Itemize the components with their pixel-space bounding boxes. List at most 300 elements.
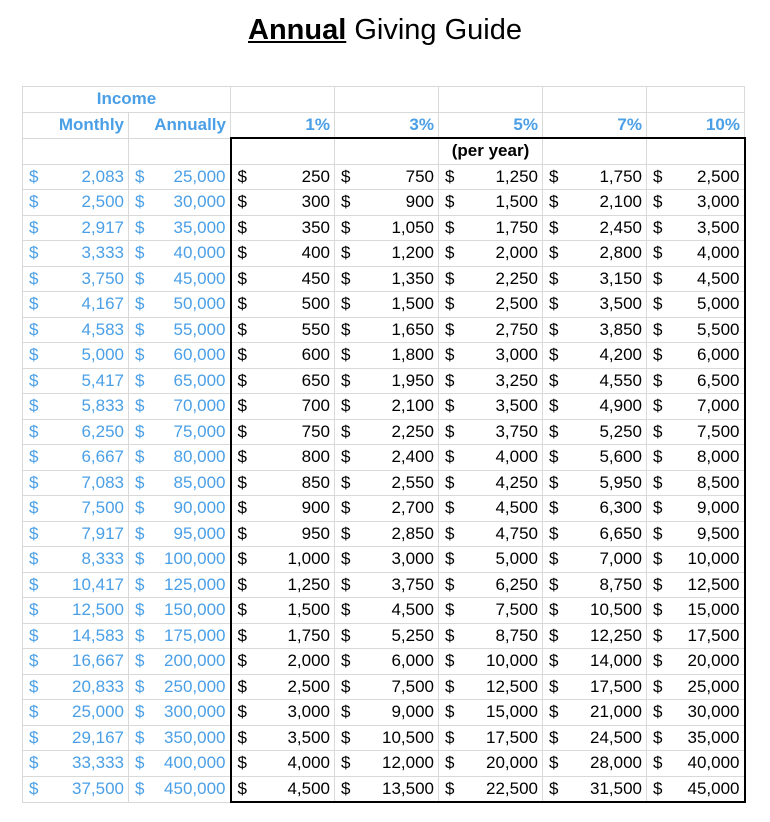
annually-cell [129, 215, 231, 241]
monthly-cell [23, 215, 129, 241]
annually-cell-value: 80,000 [173, 447, 226, 467]
currency-symbol: $ [135, 370, 145, 390]
currency-symbol: $ [135, 447, 145, 467]
giving-cell-3pct [335, 776, 439, 802]
currency-symbol: $ [237, 370, 247, 390]
giving-cell-10pct [647, 521, 745, 547]
giving-cell-5pct [439, 547, 543, 573]
annually-cell-value: 60,000 [173, 345, 226, 365]
annually-cell-value: 200,000 [164, 651, 226, 671]
percent-header-1: 1% [231, 112, 335, 138]
currency-symbol: $ [445, 549, 455, 569]
currency-symbol: $ [549, 549, 559, 569]
giving-cell-5pct-value: 4,500 [495, 498, 538, 518]
currency-symbol: $ [341, 268, 351, 288]
table-row [23, 292, 745, 318]
currency-symbol: $ [237, 574, 247, 594]
giving-cell-10pct-value: 3,500 [696, 217, 740, 237]
giving-cell-10pct-value: 5,000 [696, 294, 740, 314]
annually-cell [129, 776, 231, 802]
currency-symbol: $ [135, 523, 145, 543]
currency-symbol: $ [29, 779, 39, 798]
currency-symbol: $ [549, 727, 559, 747]
giving-cell-5pct [439, 292, 543, 318]
giving-cell-3pct-value: 2,700 [391, 498, 434, 518]
giving-cell-3pct-value: 2,250 [391, 421, 434, 441]
currency-symbol: $ [549, 600, 559, 620]
currency-symbol: $ [29, 192, 39, 212]
annually-cell-value: 175,000 [164, 625, 226, 645]
currency-symbol: $ [237, 192, 247, 212]
annually-cell [129, 419, 231, 445]
giving-cell-5pct [439, 623, 543, 649]
giving-cell-3pct-value: 1,650 [391, 319, 434, 339]
giving-cell-5pct [439, 241, 543, 267]
giving-cell-1pct [231, 419, 335, 445]
giving-cell-7pct [543, 343, 647, 369]
title-bold: Annual [248, 14, 347, 46]
currency-symbol: $ [237, 421, 247, 441]
giving-cell-1pct-value: 1,000 [287, 549, 330, 569]
giving-cell-7pct-value: 6,300 [599, 498, 642, 518]
currency-symbol: $ [549, 217, 559, 237]
monthly-cell-value: 2,917 [81, 217, 124, 237]
per-year-label: (per year) [439, 138, 543, 164]
currency-symbol: $ [29, 472, 39, 492]
currency-symbol: $ [445, 600, 455, 620]
giving-cell-3pct-value: 6,000 [391, 651, 434, 671]
currency-symbol: $ [29, 574, 39, 594]
currency-symbol: $ [29, 447, 39, 467]
giving-cell-7pct-value: 10,500 [590, 600, 642, 620]
currency-symbol: $ [653, 396, 663, 416]
annually-cell-value: 55,000 [173, 319, 226, 339]
giving-cell-5pct-value: 2,500 [495, 294, 538, 314]
giving-cell-1pct-value: 4,000 [287, 753, 330, 773]
currency-symbol: $ [135, 549, 145, 569]
monthly-cell-value: 5,833 [81, 396, 124, 416]
currency-symbol: $ [549, 574, 559, 594]
monthly-cell [23, 496, 129, 522]
monthly-cell [23, 776, 129, 802]
table-row [23, 547, 745, 573]
giving-cell-1pct [231, 725, 335, 751]
monthly-cell-value: 6,667 [81, 447, 124, 467]
monthly-cell [23, 292, 129, 318]
giving-cell-5pct [439, 445, 543, 471]
currency-symbol: $ [135, 727, 145, 747]
currency-symbol: $ [135, 192, 145, 212]
giving-cell-10pct [647, 700, 745, 726]
giving-cell-1pct-value: 250 [301, 166, 330, 186]
table-row [23, 725, 745, 751]
giving-cell-1pct-value: 3,500 [287, 727, 330, 747]
currency-symbol: $ [29, 319, 39, 339]
currency-symbol: $ [653, 549, 663, 569]
monthly-cell [23, 317, 129, 343]
currency-symbol: $ [135, 166, 145, 186]
giving-cell-10pct-value: 30,000 [687, 702, 740, 722]
giving-cell-5pct-value: 2,250 [495, 268, 538, 288]
monthly-cell-value: 14,583 [72, 625, 124, 645]
giving-cell-7pct-value: 1,750 [599, 166, 642, 186]
monthly-cell [23, 521, 129, 547]
currency-symbol: $ [341, 421, 351, 441]
annually-cell [129, 674, 231, 700]
annually-cell-value: 450,000 [164, 779, 226, 798]
currency-symbol: $ [135, 243, 145, 263]
currency-symbol: $ [135, 625, 145, 645]
monthly-cell-value: 4,167 [81, 294, 124, 314]
giving-cell-10pct [647, 241, 745, 267]
giving-cell-1pct-value: 600 [301, 345, 330, 365]
giving-cell-10pct-value: 20,000 [687, 651, 740, 671]
currency-symbol: $ [653, 319, 663, 339]
giving-cell-1pct [231, 445, 335, 471]
monthly-cell-value: 7,917 [81, 523, 124, 543]
currency-symbol: $ [341, 600, 351, 620]
monthly-cell-value: 6,250 [81, 421, 124, 441]
giving-cell-5pct-value: 7,500 [495, 600, 538, 620]
currency-symbol: $ [29, 370, 39, 390]
giving-cell-3pct [335, 547, 439, 573]
giving-cell-1pct [231, 521, 335, 547]
currency-symbol: $ [29, 243, 39, 263]
giving-cell-1pct [231, 700, 335, 726]
monthly-cell [23, 445, 129, 471]
giving-cell-3pct [335, 317, 439, 343]
currency-symbol: $ [341, 243, 351, 263]
monthly-cell [23, 241, 129, 267]
giving-cell-5pct-value: 8,750 [495, 625, 538, 645]
giving-cell-3pct [335, 190, 439, 216]
giving-cell-3pct [335, 496, 439, 522]
giving-cell-3pct [335, 649, 439, 675]
currency-symbol: $ [237, 319, 247, 339]
giving-cell-5pct-value: 1,250 [495, 166, 538, 186]
giving-cell-3pct-value: 9,000 [391, 702, 434, 722]
giving-cell-5pct [439, 317, 543, 343]
currency-symbol: $ [237, 268, 247, 288]
giving-cell-7pct [543, 292, 647, 318]
currency-symbol: $ [653, 243, 663, 263]
giving-cell-5pct [439, 700, 543, 726]
giving-cell-7pct-value: 4,200 [599, 345, 642, 365]
giving-cell-5pct [439, 266, 543, 292]
currency-symbol: $ [445, 472, 455, 492]
currency-symbol: $ [29, 421, 39, 441]
giving-cell-7pct-value: 5,600 [599, 447, 642, 467]
currency-symbol: $ [135, 600, 145, 620]
currency-symbol: $ [445, 523, 455, 543]
currency-symbol: $ [653, 625, 663, 645]
currency-symbol: $ [445, 421, 455, 441]
table-row [23, 623, 745, 649]
monthly-cell [23, 368, 129, 394]
monthly-cell [23, 343, 129, 369]
currency-symbol: $ [135, 396, 145, 416]
table-row [23, 751, 745, 777]
giving-cell-7pct [543, 394, 647, 420]
giving-cell-7pct-value: 8,750 [599, 574, 642, 594]
table-row [23, 215, 745, 241]
monthly-cell-value: 37,500 [72, 779, 124, 798]
giving-cell-7pct [543, 445, 647, 471]
currency-symbol: $ [237, 523, 247, 543]
currency-symbol: $ [341, 523, 351, 543]
currency-symbol: $ [445, 778, 455, 798]
monthly-cell-value: 3,333 [81, 243, 124, 263]
giving-cell-5pct [439, 521, 543, 547]
table-row [23, 470, 745, 496]
currency-symbol: $ [653, 447, 663, 467]
giving-cell-7pct [543, 164, 647, 190]
giving-cell-3pct-value: 900 [405, 192, 434, 212]
giving-cell-3pct [335, 368, 439, 394]
giving-cell-5pct [439, 164, 543, 190]
annually-cell [129, 292, 231, 318]
currency-symbol: $ [549, 498, 559, 518]
currency-symbol: $ [445, 243, 455, 263]
currency-symbol: $ [135, 676, 145, 696]
annually-cell-value: 125,000 [164, 574, 226, 594]
currency-symbol: $ [341, 192, 351, 212]
currency-symbol: $ [237, 447, 247, 467]
currency-symbol: $ [445, 370, 455, 390]
giving-cell-3pct-value: 12,000 [382, 753, 434, 773]
currency-symbol: $ [341, 753, 351, 773]
currency-symbol: $ [653, 600, 663, 620]
giving-cell-3pct-value: 13,500 [382, 778, 434, 798]
giving-cell-7pct [543, 725, 647, 751]
giving-cell-10pct-value: 4,500 [696, 268, 740, 288]
giving-cell-5pct-value: 2,750 [495, 319, 538, 339]
giving-cell-3pct [335, 343, 439, 369]
annually-cell [129, 343, 231, 369]
currency-symbol: $ [549, 778, 559, 798]
giving-cell-7pct [543, 317, 647, 343]
giving-cell-1pct [231, 776, 335, 802]
currency-symbol: $ [237, 498, 247, 518]
currency-symbol: $ [549, 345, 559, 365]
currency-symbol: $ [135, 702, 145, 722]
currency-symbol: $ [549, 447, 559, 467]
giving-cell-1pct-value: 900 [301, 498, 330, 518]
annually-cell-value: 35,000 [173, 217, 226, 237]
giving-cell-1pct [231, 496, 335, 522]
header-row-per-year [23, 138, 745, 164]
currency-symbol: $ [135, 651, 145, 671]
currency-symbol: $ [341, 651, 351, 671]
currency-symbol: $ [341, 396, 351, 416]
giving-cell-10pct [647, 674, 745, 700]
monthly-cell [23, 598, 129, 624]
currency-symbol: $ [237, 753, 247, 773]
giving-cell-5pct-value: 12,500 [486, 676, 538, 696]
annually-cell-value: 150,000 [164, 600, 226, 620]
giving-cell-5pct [439, 215, 543, 241]
giving-cell-10pct-value: 45,000 [687, 778, 740, 798]
giving-cell-7pct-value: 3,150 [599, 268, 642, 288]
currency-symbol: $ [653, 523, 663, 543]
monthly-cell [23, 190, 129, 216]
giving-cell-7pct-value: 24,500 [590, 727, 642, 747]
header-row-columns [23, 112, 745, 138]
monthly-cell-value: 7,083 [81, 472, 124, 492]
giving-cell-3pct [335, 572, 439, 598]
giving-cell-3pct [335, 445, 439, 471]
currency-symbol: $ [29, 625, 39, 645]
giving-cell-10pct-value: 15,000 [687, 600, 740, 620]
giving-cell-1pct-value: 1,500 [287, 600, 330, 620]
monthly-cell [23, 725, 129, 751]
currency-symbol: $ [135, 345, 145, 365]
giving-cell-5pct-value: 4,750 [495, 523, 538, 543]
percent-header-7: 7% [543, 112, 647, 138]
giving-cell-10pct [647, 623, 745, 649]
annually-cell [129, 598, 231, 624]
table-row [23, 521, 745, 547]
currency-symbol: $ [341, 294, 351, 314]
giving-cell-3pct [335, 241, 439, 267]
giving-cell-3pct [335, 674, 439, 700]
giving-cell-7pct-value: 5,950 [599, 472, 642, 492]
table-row [23, 343, 745, 369]
currency-symbol: $ [445, 498, 455, 518]
currency-symbol: $ [237, 702, 247, 722]
giving-cell-5pct-value: 6,250 [495, 574, 538, 594]
giving-cell-1pct [231, 547, 335, 573]
currency-symbol: $ [445, 753, 455, 773]
currency-symbol: $ [29, 217, 39, 237]
currency-symbol: $ [653, 421, 663, 441]
giving-cell-1pct [231, 368, 335, 394]
annually-cell-value: 30,000 [173, 192, 226, 212]
giving-cell-3pct [335, 164, 439, 190]
giving-cell-10pct-value: 6,000 [696, 345, 740, 365]
table-row [23, 700, 745, 726]
giving-cell-10pct [647, 496, 745, 522]
giving-cell-5pct-value: 22,500 [486, 778, 538, 798]
currency-symbol: $ [549, 268, 559, 288]
giving-guide-table [22, 86, 746, 803]
currency-symbol: $ [135, 779, 145, 798]
currency-symbol: $ [341, 217, 351, 237]
monthly-cell-value: 2,500 [81, 192, 124, 212]
giving-cell-7pct [543, 649, 647, 675]
currency-symbol: $ [237, 243, 247, 263]
giving-cell-3pct [335, 700, 439, 726]
giving-cell-5pct [439, 598, 543, 624]
giving-cell-10pct [647, 649, 745, 675]
giving-cell-1pct [231, 164, 335, 190]
currency-symbol: $ [237, 625, 247, 645]
giving-cell-3pct-value: 2,400 [391, 447, 434, 467]
monthly-cell [23, 623, 129, 649]
currency-symbol: $ [341, 549, 351, 569]
giving-cell-1pct-value: 300 [301, 192, 330, 212]
giving-cell-7pct [543, 751, 647, 777]
currency-symbol: $ [549, 319, 559, 339]
currency-symbol: $ [445, 319, 455, 339]
table-row [23, 368, 745, 394]
currency-symbol: $ [445, 625, 455, 645]
annually-cell [129, 266, 231, 292]
currency-symbol: $ [549, 702, 559, 722]
monthly-cell-value: 25,000 [72, 702, 124, 722]
giving-cell-10pct-value: 40,000 [687, 753, 740, 773]
giving-cell-3pct [335, 751, 439, 777]
giving-cell-1pct [231, 674, 335, 700]
currency-symbol: $ [135, 319, 145, 339]
giving-cell-1pct [231, 470, 335, 496]
currency-symbol: $ [29, 651, 39, 671]
currency-symbol: $ [549, 192, 559, 212]
table-row [23, 674, 745, 700]
giving-cell-10pct [647, 725, 745, 751]
giving-cell-1pct-value: 700 [301, 396, 330, 416]
monthly-cell-value: 5,417 [81, 370, 124, 390]
giving-cell-7pct-value: 5,250 [599, 421, 642, 441]
table-body [23, 164, 745, 802]
giving-cell-10pct-value: 5,500 [696, 319, 740, 339]
annually-cell-value: 250,000 [164, 676, 226, 696]
currency-symbol: $ [135, 421, 145, 441]
table-row [23, 317, 745, 343]
currency-symbol: $ [653, 345, 663, 365]
currency-symbol: $ [29, 498, 39, 518]
currency-symbol: $ [237, 778, 247, 798]
giving-cell-10pct [647, 445, 745, 471]
giving-cell-5pct-value: 5,000 [495, 549, 538, 569]
monthly-cell [23, 572, 129, 598]
giving-cell-5pct-value: 15,000 [486, 702, 538, 722]
table-row [23, 419, 745, 445]
giving-cell-3pct-value: 4,500 [391, 600, 434, 620]
giving-cell-10pct-value: 9,000 [696, 498, 740, 518]
giving-cell-10pct [647, 343, 745, 369]
currency-symbol: $ [341, 727, 351, 747]
giving-cell-7pct [543, 266, 647, 292]
currency-symbol: $ [549, 421, 559, 441]
giving-cell-7pct-value: 4,550 [599, 370, 642, 390]
giving-cell-3pct-value: 2,850 [391, 523, 434, 543]
currency-symbol: $ [237, 651, 247, 671]
currency-symbol: $ [29, 600, 39, 620]
currency-symbol: $ [341, 319, 351, 339]
giving-cell-3pct [335, 419, 439, 445]
monthly-cell-value: 20,833 [72, 676, 124, 696]
giving-cell-5pct-value: 10,000 [486, 651, 538, 671]
currency-symbol: $ [135, 268, 145, 288]
giving-cell-7pct [543, 190, 647, 216]
table-row [23, 394, 745, 420]
currency-symbol: $ [445, 727, 455, 747]
giving-cell-1pct-value: 950 [301, 523, 330, 543]
monthly-cell [23, 700, 129, 726]
giving-cell-5pct-value: 3,000 [495, 345, 538, 365]
giving-cell-3pct-value: 1,950 [391, 370, 434, 390]
giving-cell-1pct-value: 4,500 [287, 778, 330, 798]
currency-symbol: $ [549, 472, 559, 492]
currency-symbol: $ [653, 727, 663, 747]
table-row [23, 598, 745, 624]
giving-cell-7pct-value: 4,900 [599, 396, 642, 416]
annually-cell-value: 25,000 [173, 166, 226, 186]
annually-cell [129, 368, 231, 394]
percent-header-3: 3% [335, 112, 439, 138]
currency-symbol: $ [341, 472, 351, 492]
